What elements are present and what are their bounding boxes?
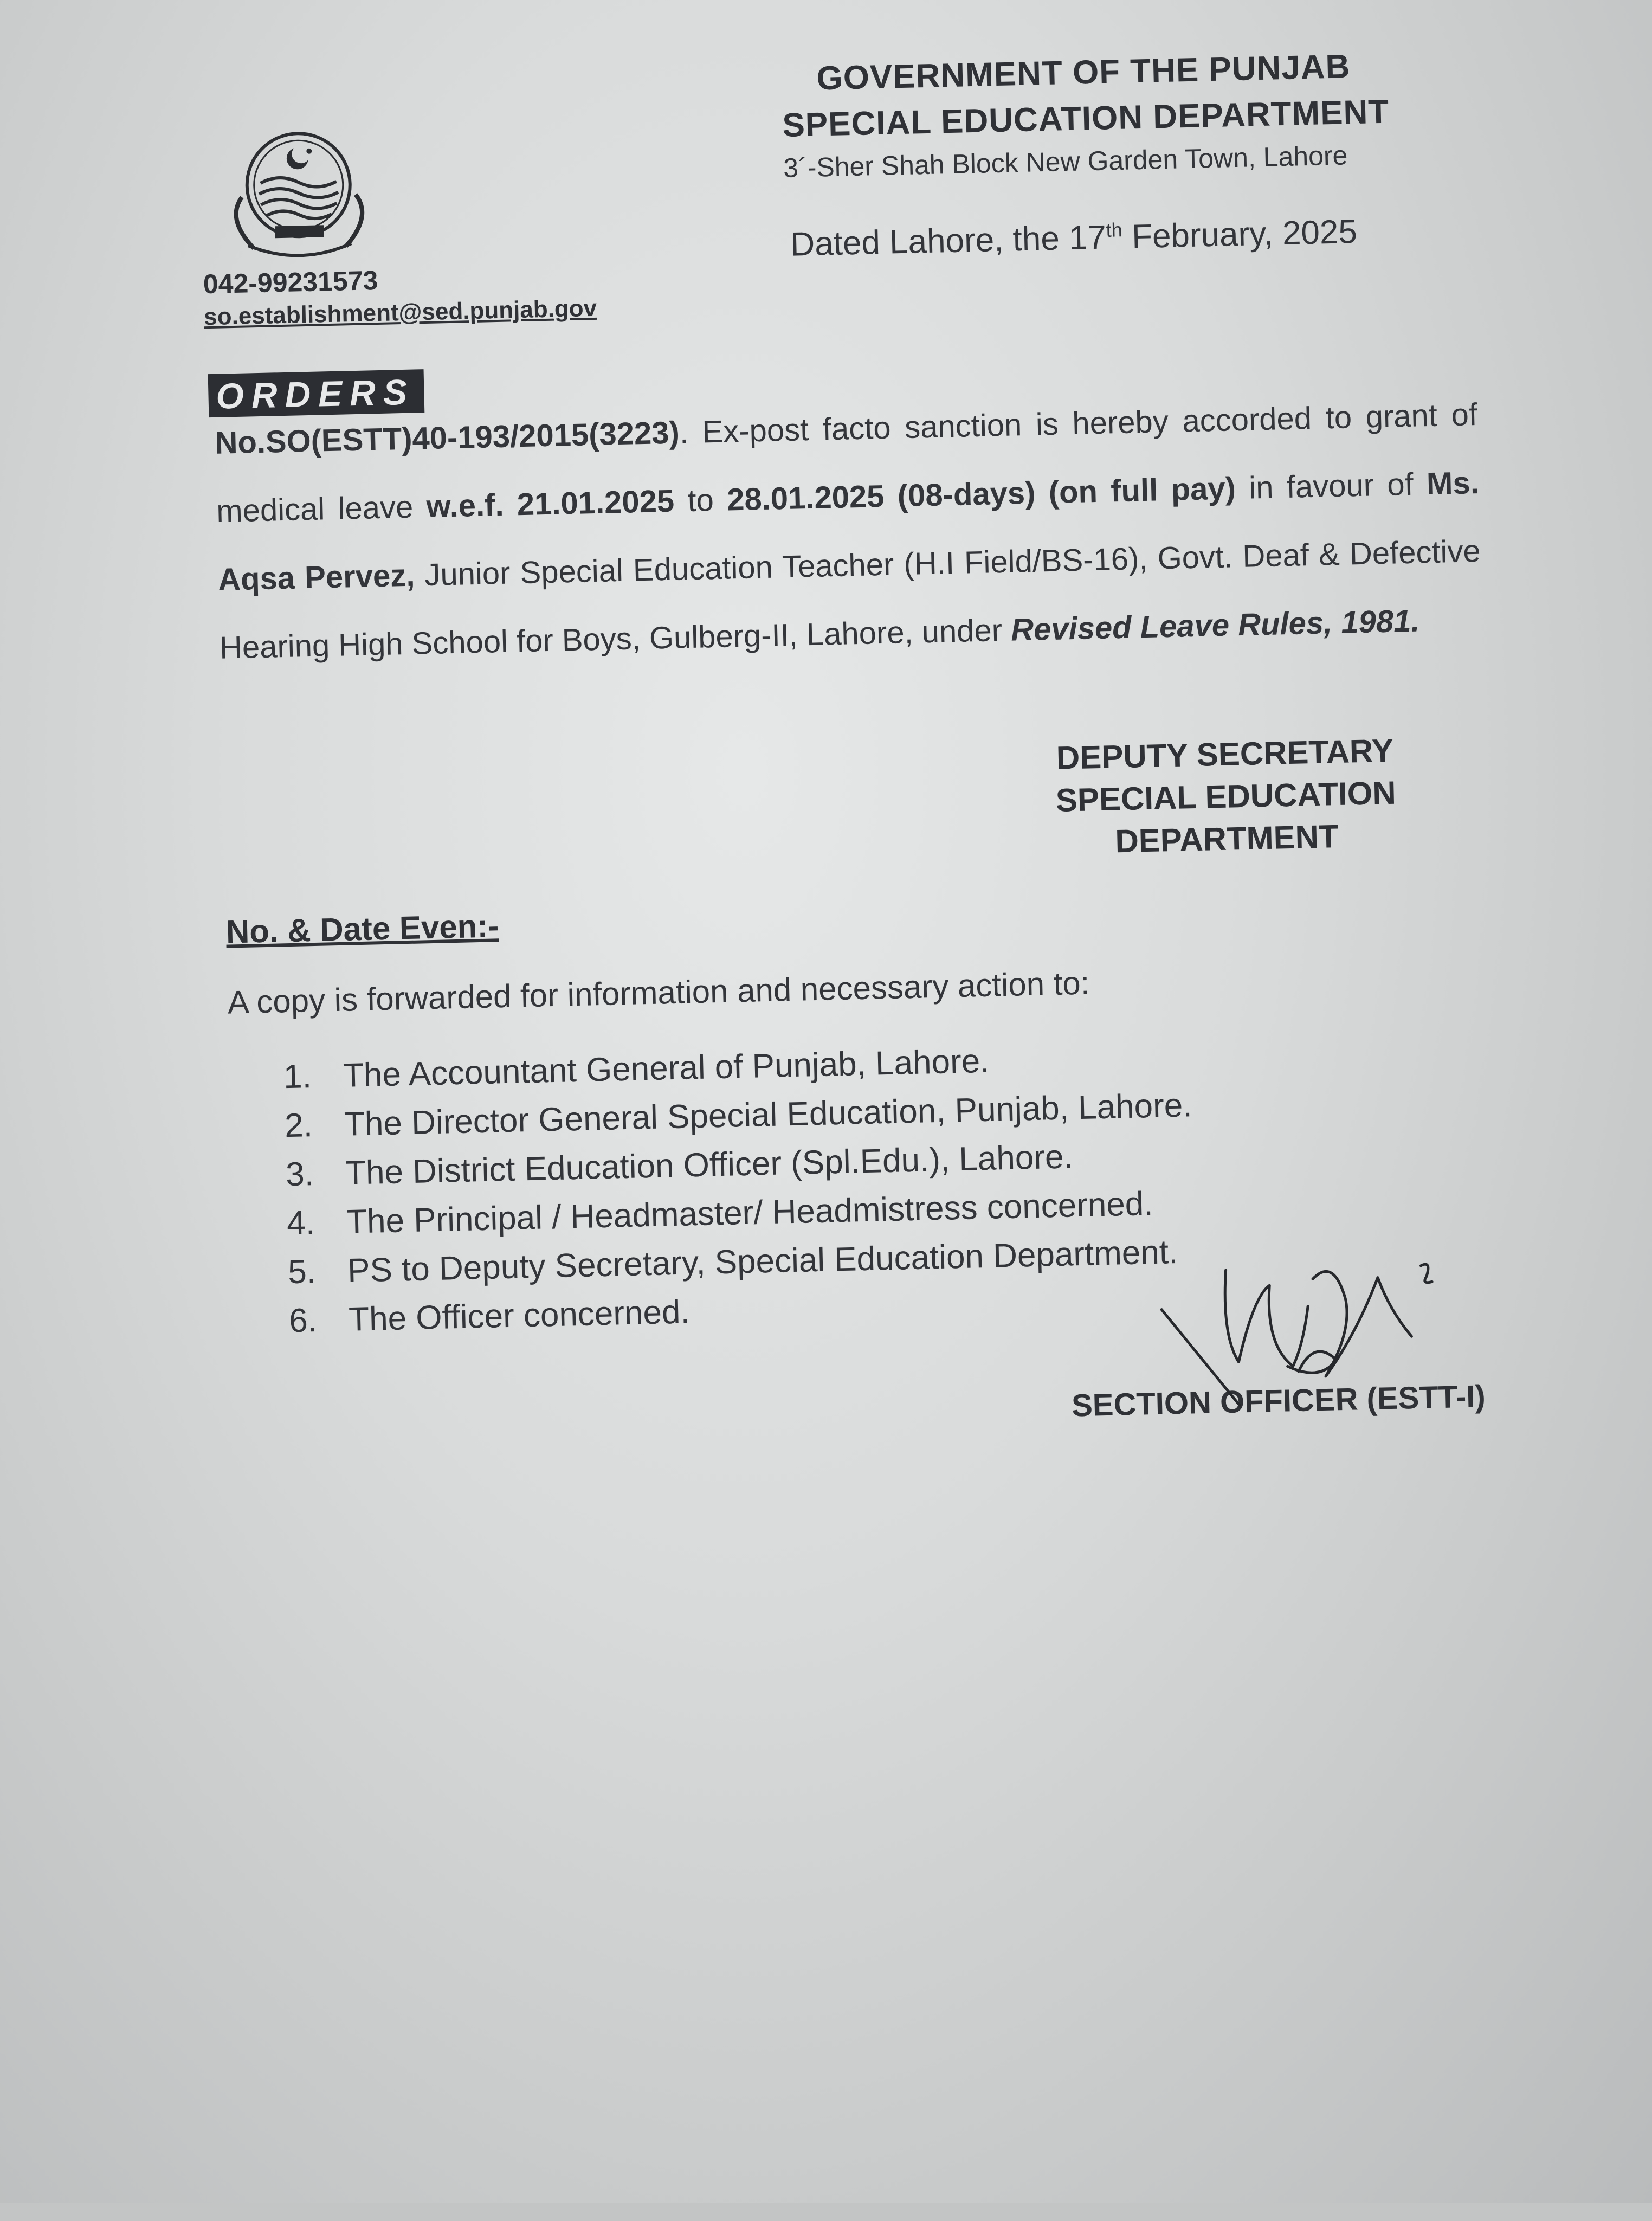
distribution-list xyxy=(283,1032,1197,1346)
leave-from-date: w.e.f. 21.01.2025 xyxy=(425,483,675,525)
list-item: 5. PS to Deputy Secretary, Special Education Department. xyxy=(287,1233,1179,1291)
list-item: 2. The Director General Special Education, Punjab, Lahore. xyxy=(284,1086,1193,1145)
order-body: No.SO(ESTT)40-193/2015(3223). Ex-post facto sanction is hereby accorded to grant of medical leave w.e.f. 21.01.2025 to 28.01.2025 (08-days) (on full pay) in favour of Ms. Aqsa Pervez, Junior Special Education Teacher (H.I Field/BS-16), Govt. Deaf & Defective Hearing High School for Boys, Gulberg-II, Lahore, under Revised Leave Rules, 1981. xyxy=(214,397,1481,666)
orders-heading: ORDERS xyxy=(208,369,425,417)
contact-phone: 042-99231573 xyxy=(203,265,378,300)
signatory-block: DEPUTY SECRETARY SPECIAL EDUCATION DEPARTMENT xyxy=(1055,732,1397,860)
leave-to-date: 28.01.2025 (08-days) (on full pay) xyxy=(726,471,1236,518)
list-item: 6. The Officer concerned. xyxy=(288,1293,691,1340)
list-item: 4. The Principal / Headmaster/ Headmistress concerned. xyxy=(286,1184,1154,1243)
forward-intro: A copy is forwarded for information and necessary action to: xyxy=(227,964,1090,1021)
government-title: GOVERNMENT OF THE PUNJAB xyxy=(816,48,1351,98)
department-title: SPECIAL EDUCATION DEPARTMENT xyxy=(782,93,1390,144)
dated-line: Dated Lahore, the 17th February, 2025 xyxy=(790,213,1358,263)
section-officer-title: SECTION OFFICER (ESTT-I) xyxy=(1071,1379,1486,1424)
department-address: 3´-Sher Shah Block New Garden Town, Lahore xyxy=(783,140,1348,183)
punjab-emblem-icon xyxy=(208,118,390,268)
list-item: 1. The Accountant General of Punjab, Lahore. xyxy=(283,1042,990,1096)
leave-rules: Revised Leave Rules, 1981. xyxy=(1010,603,1421,648)
reference-number: No.SO(ESTT)40-193/2015(3223) xyxy=(214,415,680,461)
contact-email[interactable]: so.establishment@sed.punjab.gov xyxy=(203,294,597,331)
handwritten-signature xyxy=(1150,1243,1479,1446)
list-item: 3. The District Education Officer (Spl.Edu.), Lahore. xyxy=(285,1138,1074,1194)
employee-name: Ms. Aqsa Pervez, xyxy=(217,465,1480,597)
date-even-heading: No. & Date Even:- xyxy=(225,907,500,950)
